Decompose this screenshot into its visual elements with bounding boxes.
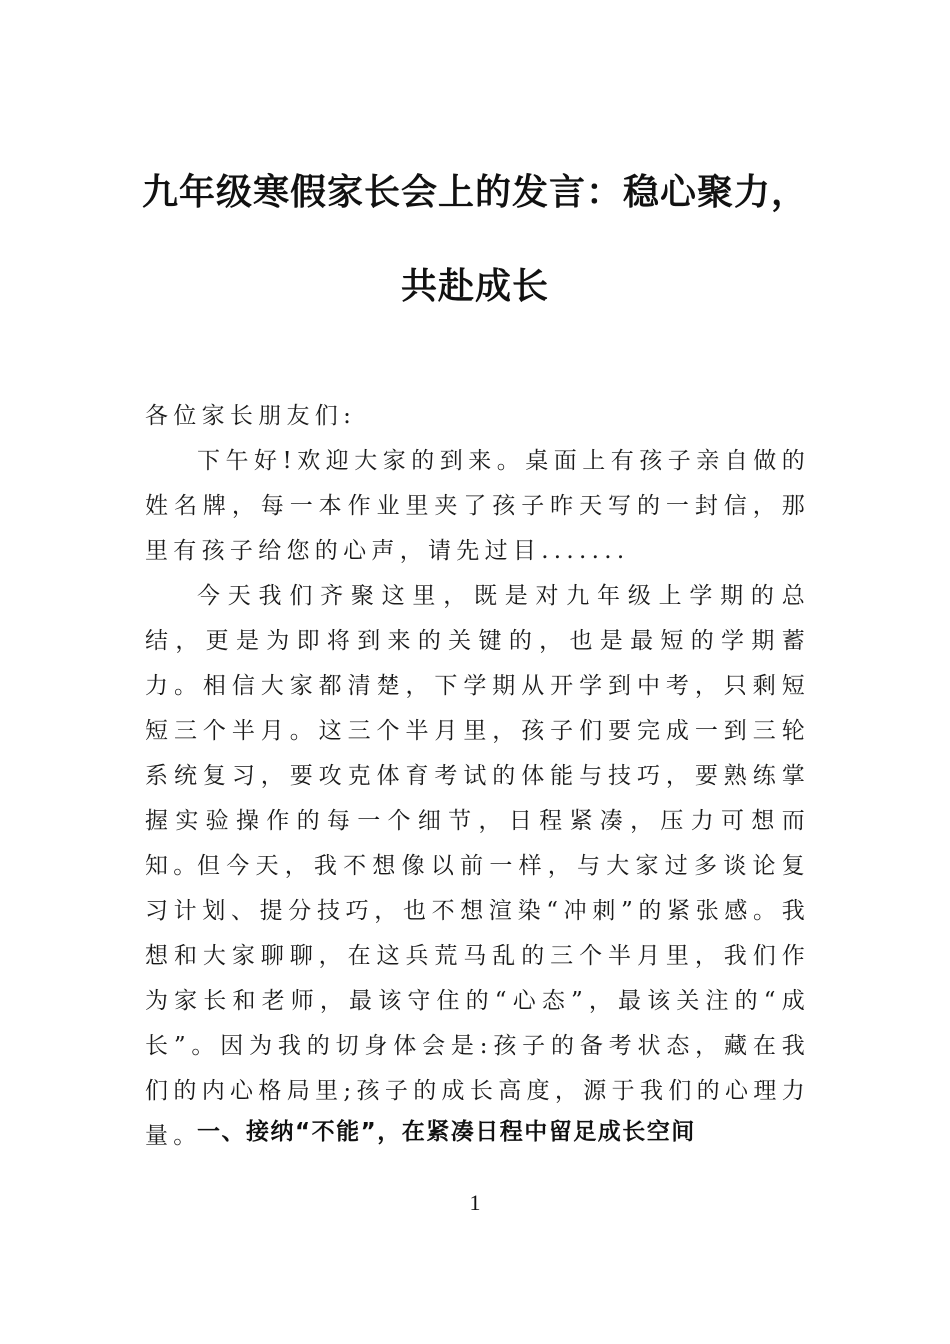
document-title-line-2: 共赴成长: [400, 265, 549, 307]
section-heading: 一、接纳“不能”，在紧凑日程中留足成长空间: [197, 1119, 696, 1145]
paragraph-purpose: 但今天，我不想像以前一样，与大家过多谈论复习计划、提分技巧，也不想渲染“冲刺”的紧张感。我想和大家聊聊，在这兵荒马乱的三个半月里，我们作为家长和老师，最该守住的“心态”，最该关注的“成长”。因为我的切身体会是:孩子的备考状态，藏在我们的内心格局里;孩子的成长高度，源于我们的心理力量。: [145, 853, 810, 1149]
paragraph-introduction: 今天我们齐聚这里，既是对九年级上学期的总结，更是为即将到来的关键的，也是最短的学期蓄力。相信大家都清楚，下学期从开学到中考，只剩短短三个半月。这三个半月里，孩子们要完成一到三轮系统复习，要攻克体育考试的体能与技巧，要熟练掌握实验操作的每一个细节，日程紧凑，压力可想而知。: [145, 583, 810, 879]
paragraph-welcome: 下午好!欢迎大家的到来。桌面上有孩子亲自做的姓名牌，每一本作业里夹了孩子昨天写的一封信，那里有孩子给您的心声，请先过目.......: [145, 448, 810, 564]
page-number: 1: [469, 1190, 481, 1215]
greeting: 各位家长朋友们:: [145, 403, 357, 429]
document-title-line-1: 九年级寒假家长会上的发言：稳心聚力，: [141, 171, 808, 213]
